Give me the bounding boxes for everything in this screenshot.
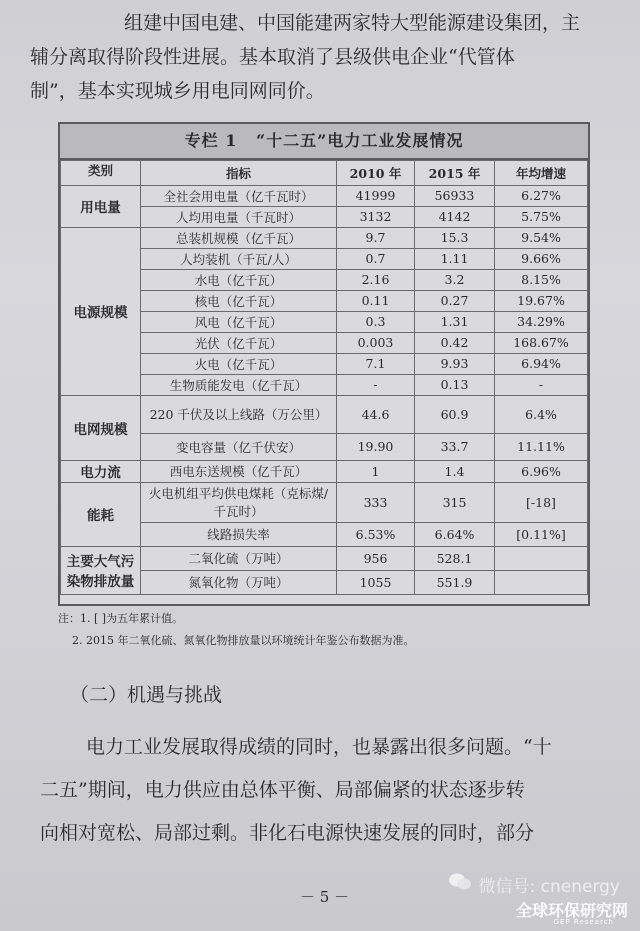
growth-cell: 34.29% (495, 311, 588, 332)
value-2010: 1 (337, 460, 415, 482)
growth-cell: 11.11% (495, 433, 588, 460)
indicator-cell: 风电（亿千瓦） (141, 311, 337, 332)
indicator-cell: 火电（亿千瓦） (141, 353, 337, 374)
value-2010: 7.1 (337, 353, 415, 374)
growth-cell: 6.4% (495, 395, 588, 433)
value-2010: 956 (337, 546, 415, 570)
value-2015: 33.7 (415, 433, 495, 460)
value-2015: 1.31 (415, 311, 495, 332)
value-2010: 333 (337, 482, 415, 522)
value-2015: 528.1 (415, 546, 495, 570)
growth-cell: 168.67% (495, 332, 588, 353)
section-heading: （二）机遇与挑战 (70, 684, 223, 706)
growth-cell: 6.94% (495, 353, 588, 374)
value-2015: 0.27 (415, 290, 495, 311)
value-2015: 4142 (415, 206, 495, 227)
table-row (61, 248, 588, 269)
header-growth: 年均增速 (495, 161, 588, 186)
table-row (61, 570, 588, 594)
body-line-3: 向相对宽松、局部过剩。非化石电源快速发展的同时，部分 (40, 822, 535, 844)
value-2015: 60.9 (415, 395, 495, 433)
top-paragraph (30, 6, 620, 108)
indicator-cell: 人均用电量（千瓦时） (141, 206, 337, 227)
growth-cell: [-18] (495, 482, 588, 522)
value-2015: 1.11 (415, 248, 495, 269)
category-cell: 主要大气污染物排放量 (61, 546, 141, 594)
table-row (61, 269, 588, 290)
table-row (61, 482, 588, 522)
value-2010: 0.3 (337, 311, 415, 332)
table-row (61, 206, 588, 227)
value-2010: 19.90 (337, 433, 415, 460)
top-line-2: 辅分离取得阶段性进展。基本取消了县级供电企业“代管体 (30, 46, 515, 68)
value-2015: 551.9 (415, 570, 495, 594)
feature-box (58, 122, 590, 606)
value-2015: 56933 (415, 185, 495, 206)
table-row (61, 290, 588, 311)
value-2015: 15.3 (415, 227, 495, 248)
value-2015: 9.93 (415, 353, 495, 374)
indicator-cell: 西电东送规模（亿千瓦） (141, 460, 337, 482)
body-line-2: 二五”期间，电力供应由总体平衡、局部偏紧的状态逐步转 (40, 779, 525, 801)
note-2: 2. 2015 年二氧化硫、氮氧化物排放量以环境统计年鉴公布数据为准。 (72, 634, 415, 647)
category-cell: 用电量 (61, 185, 141, 227)
indicator-cell: 全社会用电量（亿千瓦时） (141, 185, 337, 206)
growth-cell: 6.96% (495, 460, 588, 482)
growth-cell: 8.15% (495, 269, 588, 290)
indicator-cell: 生物质能发电（亿千瓦） (141, 374, 337, 395)
indicator-cell: 氮氧化物（万吨） (141, 570, 337, 594)
table-row (61, 353, 588, 374)
header-indicator: 指标 (141, 161, 337, 186)
table-row (61, 395, 588, 433)
growth-cell (495, 546, 588, 570)
table-row (61, 522, 588, 546)
value-2015: 1.4 (415, 460, 495, 482)
site-logo: 全球环保研究网 (515, 901, 628, 920)
value-2015: 0.13 (415, 374, 495, 395)
indicator-cell: 二氧化硫（万吨） (141, 546, 337, 570)
table-row (61, 227, 588, 248)
table-notes (58, 608, 414, 652)
value-2010: 0.7 (337, 248, 415, 269)
growth-cell (495, 570, 588, 594)
value-2015: 0.42 (415, 332, 495, 353)
header-category: 类别 (61, 161, 141, 180)
box-title (60, 124, 588, 160)
body-paragraph (40, 726, 626, 855)
growth-cell: 9.54% (495, 227, 588, 248)
indicator-cell: 线路损失率 (141, 522, 337, 546)
indicator-cell: 总装机规模（亿千瓦） (141, 227, 337, 248)
power-stats-table (60, 160, 588, 595)
box-title-text: “十二五”电力工业发展情况 (255, 131, 464, 150)
growth-cell: 19.67% (495, 290, 588, 311)
growth-cell: [0.11%] (495, 522, 588, 546)
value-2010: 6.53% (337, 522, 415, 546)
indicator-cell: 火电机组平均供电煤耗（克标煤/千瓦时） (141, 482, 337, 522)
header-2015: 2015 年 (415, 161, 495, 186)
category-cell: 电网规模 (61, 395, 141, 460)
table-row (61, 460, 588, 482)
table-header-row (61, 161, 588, 180)
category-cell: 电力流 (61, 460, 141, 482)
category-cell: 电源规模 (61, 227, 141, 395)
wechat-icon (448, 872, 472, 892)
table-row (61, 433, 588, 460)
table-row (61, 332, 588, 353)
growth-cell: 5.75% (495, 206, 588, 227)
top-line-3: 制”，基本实现城乡用电同网同价。 (30, 80, 325, 102)
indicator-cell: 光伏（亿千瓦） (141, 332, 337, 353)
value-2010: 0.11 (337, 290, 415, 311)
table-row (61, 546, 588, 570)
indicator-cell: 核电（亿千瓦） (141, 290, 337, 311)
value-2010: 3132 (337, 206, 415, 227)
page-number: － 5 － (300, 888, 350, 906)
value-2015: 3.2 (415, 269, 495, 290)
value-2010: 2.16 (337, 269, 415, 290)
wechat-watermark: 微信号: cnenergy (478, 877, 620, 897)
table-row (61, 311, 588, 332)
indicator-cell: 变电容量（亿千伏安） (141, 433, 337, 460)
value-2010: 1055 (337, 570, 415, 594)
note-1: 注：1. [ ]为五年累计值。 (58, 612, 184, 625)
table-row (61, 374, 588, 395)
growth-cell: 6.27% (495, 185, 588, 206)
value-2010: - (337, 374, 415, 395)
body-line-1: 电力工业发展取得成绩的同时，也暴露出很多问题。“十 (86, 736, 552, 758)
value-2015: 315 (415, 482, 495, 522)
indicator-cell: 水电（亿千瓦） (141, 269, 337, 290)
value-2015: 6.64% (415, 522, 495, 546)
header-2010: 2010 年 (337, 161, 415, 186)
site-logo-sub: GEP Research (553, 918, 614, 926)
box-title-prefix: 专栏 1 (184, 131, 238, 150)
value-2010: 9.7 (337, 227, 415, 248)
table-row (61, 185, 588, 206)
indicator-cell: 220 千伏及以上线路（万公里） (141, 395, 337, 433)
growth-cell: - (495, 374, 588, 395)
top-line-1: 组建中国电建、中国能建两家特大型能源建设集团，主 (124, 12, 581, 34)
value-2010: 0.003 (337, 332, 415, 353)
value-2010: 44.6 (337, 395, 415, 433)
category-cell: 能耗 (61, 482, 141, 546)
indicator-cell: 人均装机（千瓦/人） (141, 248, 337, 269)
value-2010: 41999 (337, 185, 415, 206)
growth-cell: 9.66% (495, 248, 588, 269)
